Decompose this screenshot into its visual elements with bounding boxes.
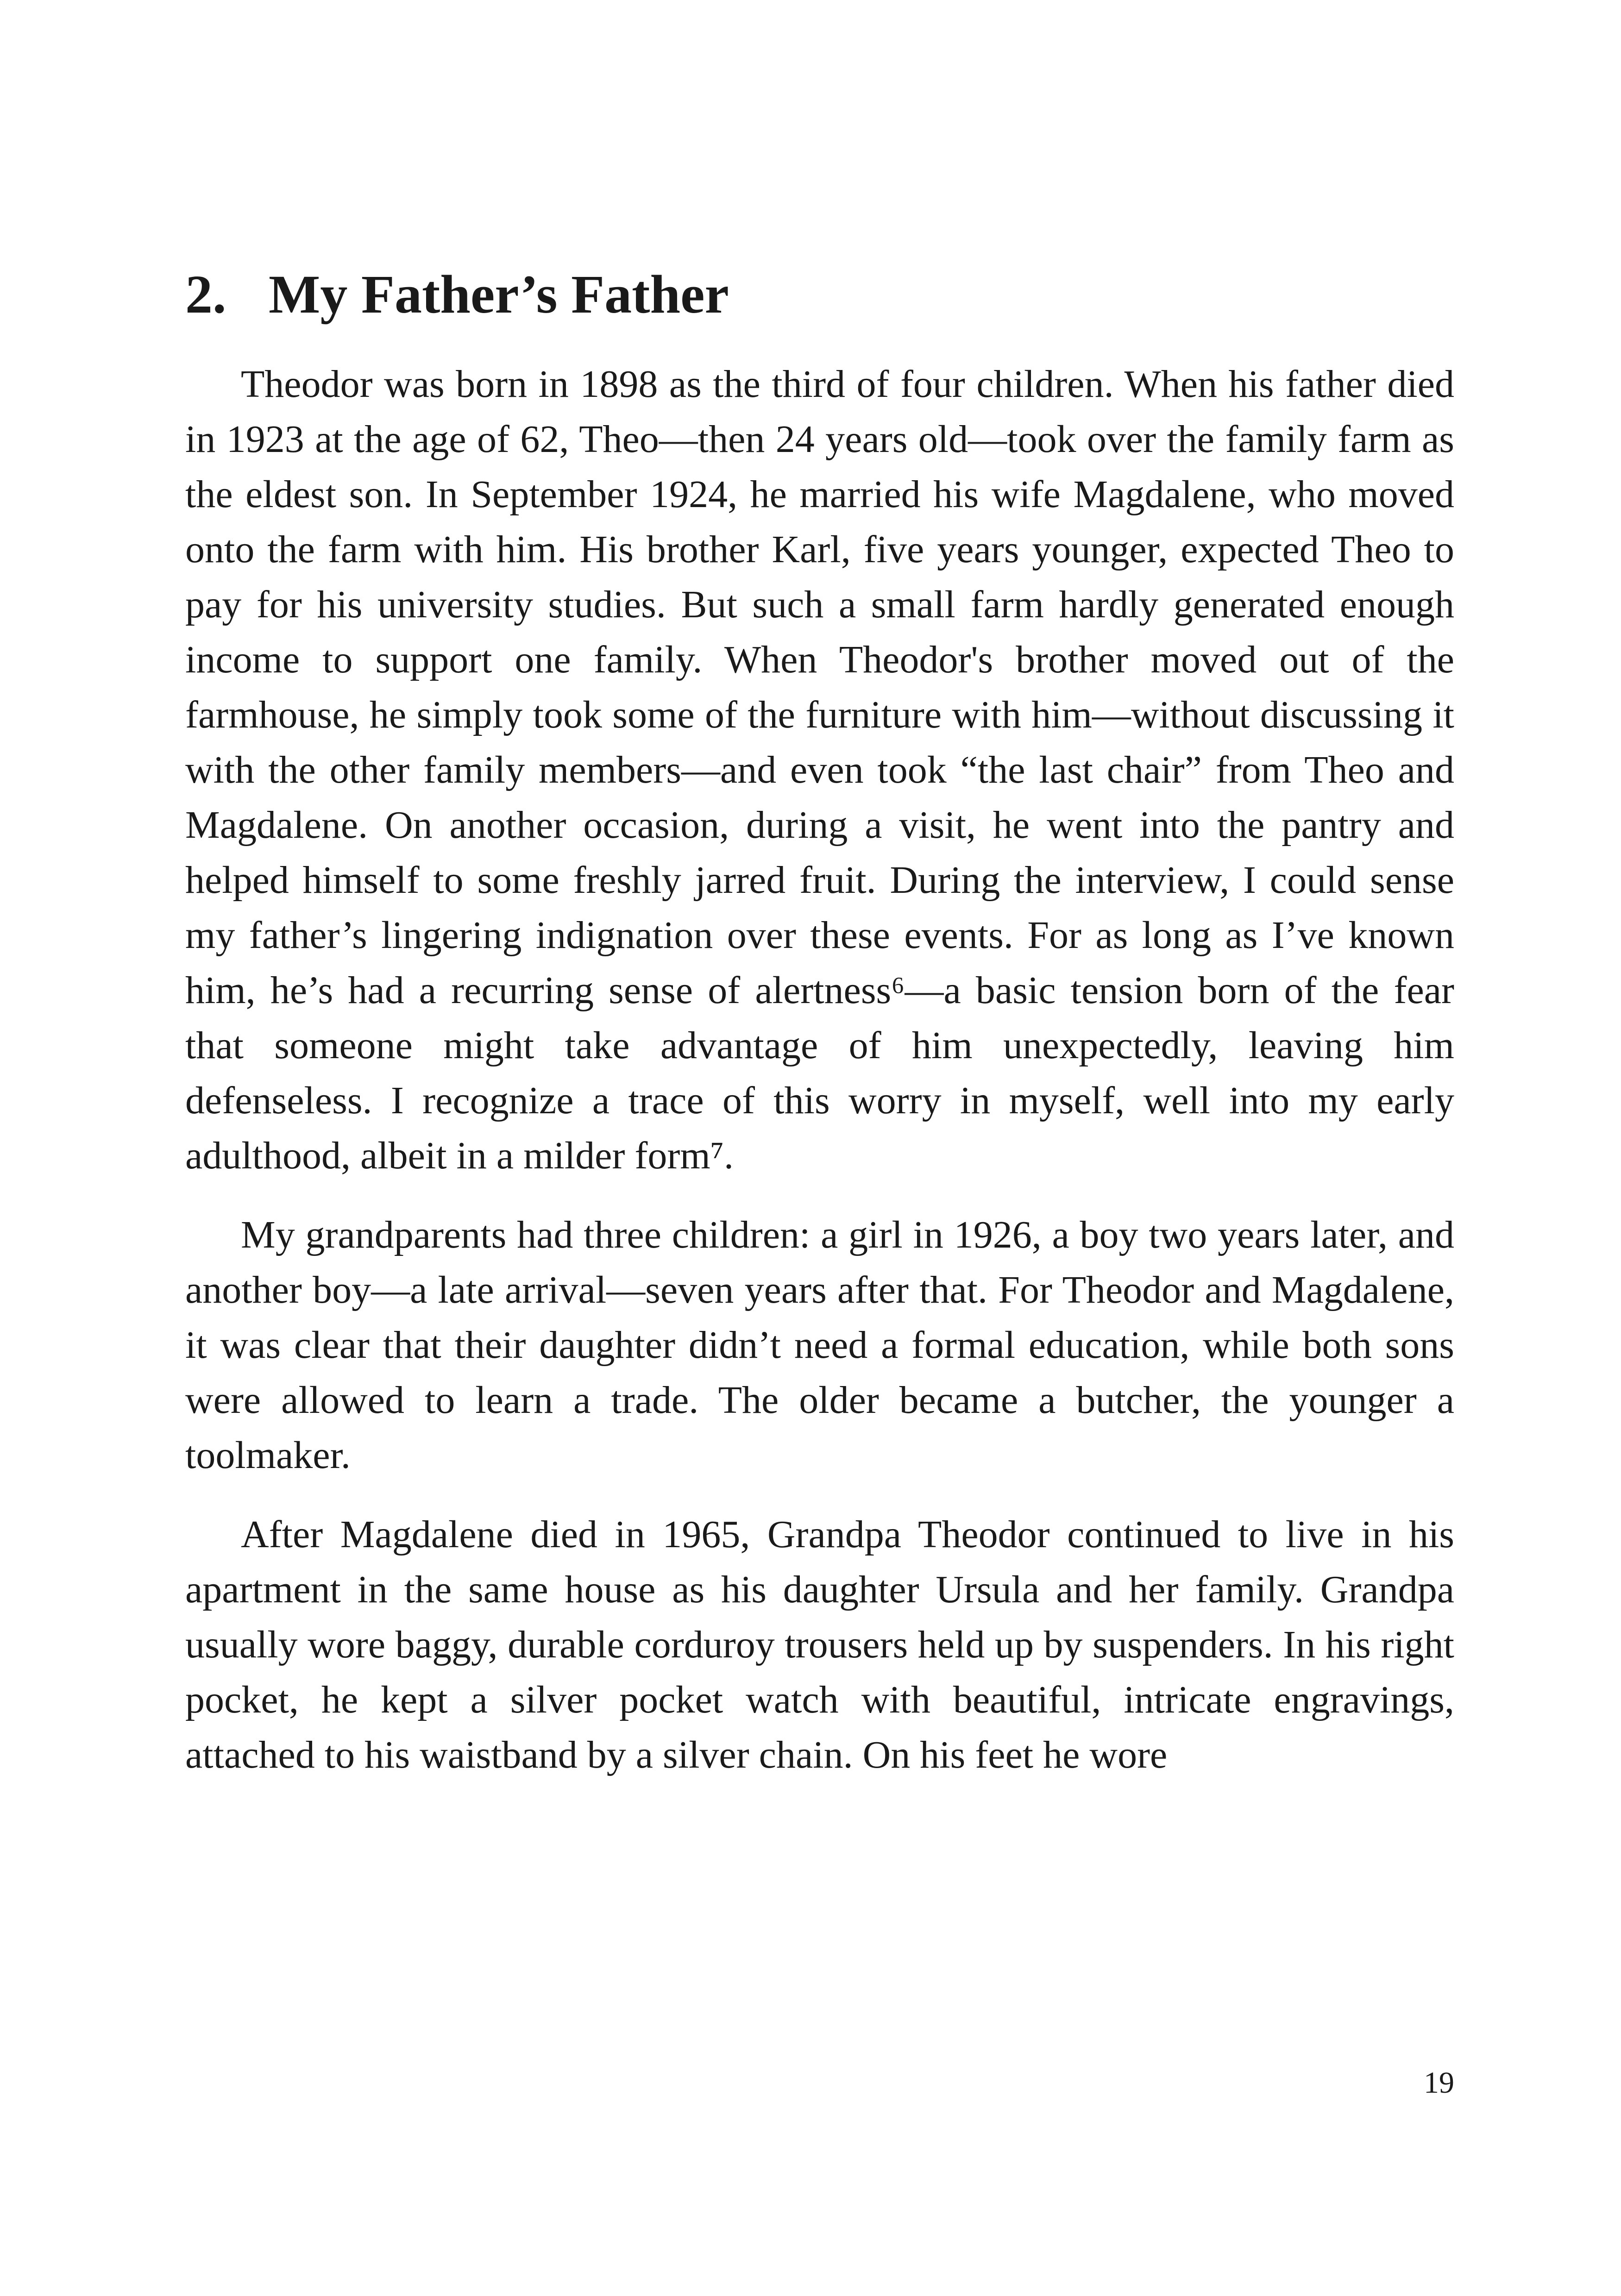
chapter-title: My Father’s Father [269,263,729,325]
paragraph-2: My grandparents had three children: a girl in 1926, a boy two years later, and another boy—a late arrival—seven years after that. For Theodor and Magdalene, it was clear that their daughter didn’t need a formal education, while both sons were allowed to learn a trade. The older became a butcher, the younger a toolmaker. [185,1213,1454,1477]
chapter-number: 2. [185,263,226,325]
page-number: 19 [1424,2066,1454,2100]
paragraph-3: After Magdalene died in 1965, Grandpa Theodor continued to live in his apartment in the same house as his daughter Ursula and her family. Grandpa usually wore baggy, durable corduroy trousers held up by suspenders. In his right pocket, he kept a silver pocket watch with beautiful, intricate engravings, attached to his waistband by a silver chain. On his feet he wore [185,1513,1454,1776]
body-text [185,357,1454,1807]
paragraph-1: Theodor was born in 1898 as the third of four children. When his father died in 1923 at the age of 62, Theo—then 24 years old—took over the family farm as the eldest son. In September 1924, he married his wife Magdalene, who moved onto the farm with him. His brother Karl, five years younger, expected Theo to pay for his university studies. But such a small farm hardly generated enough income to support one family. When Theodor's brother moved out of the farmhouse, he simply took some of the furniture with him—without discussing it with the other family members—and even took “the last chair” from Theo and Magdalene. On another occasion, during a visit, he went into the pantry and helped himself to some freshly jarred fruit. During the interview, I could sense my father’s lingering indignation over these events. For as long as I’ve known him, he’s had a recurring sense of alertness⁶—a basic tension born of the fear that someone might take advantage of him unexpectedly, leaving him defenseless. I recognize a trace of this worry in myself, well into my early adulthood, albeit in a milder form⁷. [185,363,1454,1177]
chapter-heading [185,262,1454,327]
